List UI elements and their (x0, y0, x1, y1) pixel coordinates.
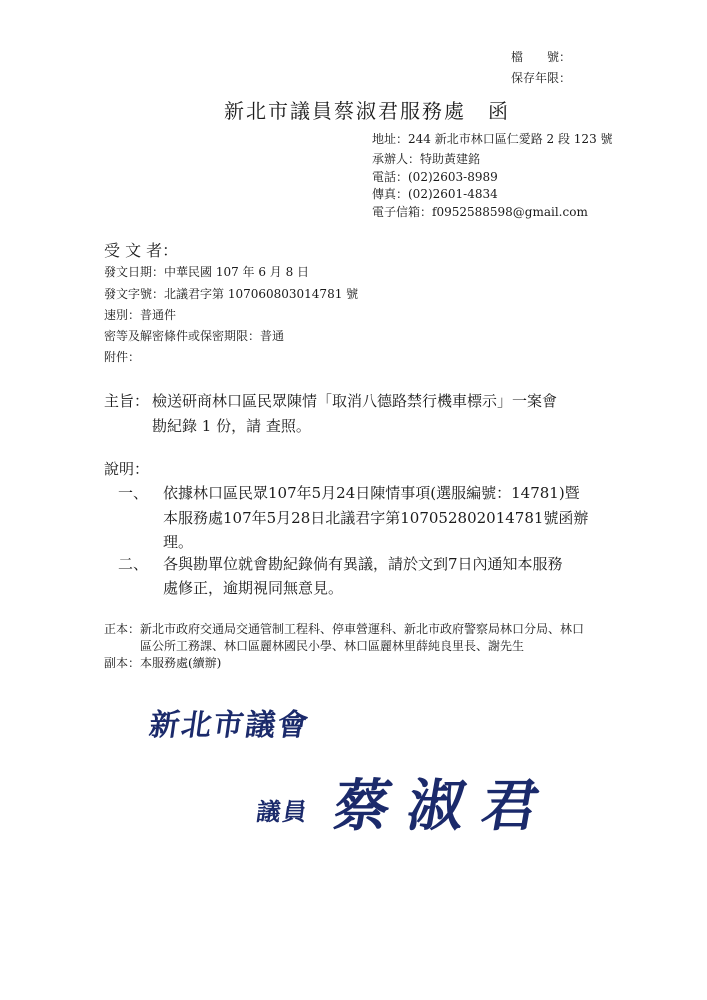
seal-title: 議員 (254, 797, 311, 826)
item-line: 處修正，逾期視同無意見。 (163, 579, 344, 597)
retention-period-label: 保存年限： (511, 71, 572, 85)
item-line: 理。 (163, 533, 194, 551)
item-line: 本服務處107年5月28日北議君字第107052802014781號函辦 (163, 509, 589, 527)
subject-line: 檢送研商林口區民眾陳情「取消八德路禁行機車標示」一案會 (152, 392, 558, 410)
handler: 承辦人：特助黃建銘 (372, 152, 481, 166)
seal-name: 蔡淑君 (328, 773, 563, 839)
copy-recipients: 副本：本服務處(續辦) (104, 656, 222, 670)
original-recipients-continued: 區公所工務課、林口區麗林國民小學、林口區麗林里薛純良里長、謝先生 (140, 639, 525, 653)
item-number: 一、 (118, 484, 149, 502)
attachment: 附件： (104, 350, 141, 364)
explanation-label: 說明： (104, 460, 150, 478)
security-level: 密等及解密條件或保密期限：普通 (104, 329, 285, 343)
delivery-speed: 速別：普通件 (104, 308, 177, 322)
item-line: 依據林口區民眾107年5月24日陳情事項(選服編號：14781)暨 (163, 484, 580, 502)
seal-organization: 新北市議會 (147, 708, 312, 743)
original-recipients: 正本：新北市政府交通局交通管制工程科、停車營運科、新北市政府警察局林口分局、林口 (104, 622, 585, 636)
email: 電子信箱：f0952588598@gmail.com (372, 205, 588, 219)
file-number-label: 檔 號： (511, 50, 572, 64)
phone: 電話：(02)2603-8989 (372, 170, 498, 184)
issue-date: 發文日期：中華民國 107 年 6 月 8 日 (104, 265, 310, 279)
recipient-label: 受 文 者： (104, 241, 179, 260)
item-line: 各與勘單位就會勘紀錄倘有異議，請於文到7日內通知本服務 (163, 555, 563, 573)
document-title: 新北市議員蔡淑君服務處 函 (224, 99, 510, 123)
subject-label: 主旨： (104, 392, 150, 410)
address: 地址：244 新北市林口區仁愛路 2 段 123 號 (372, 132, 613, 146)
document-number: 發文字號：北議君字第 107060803014781 號 (104, 287, 359, 301)
item-number: 二、 (118, 555, 149, 573)
fax: 傳真：(02)2601-4834 (372, 187, 498, 201)
subject-line: 勘紀錄 1 份，請 查照。 (152, 417, 311, 435)
